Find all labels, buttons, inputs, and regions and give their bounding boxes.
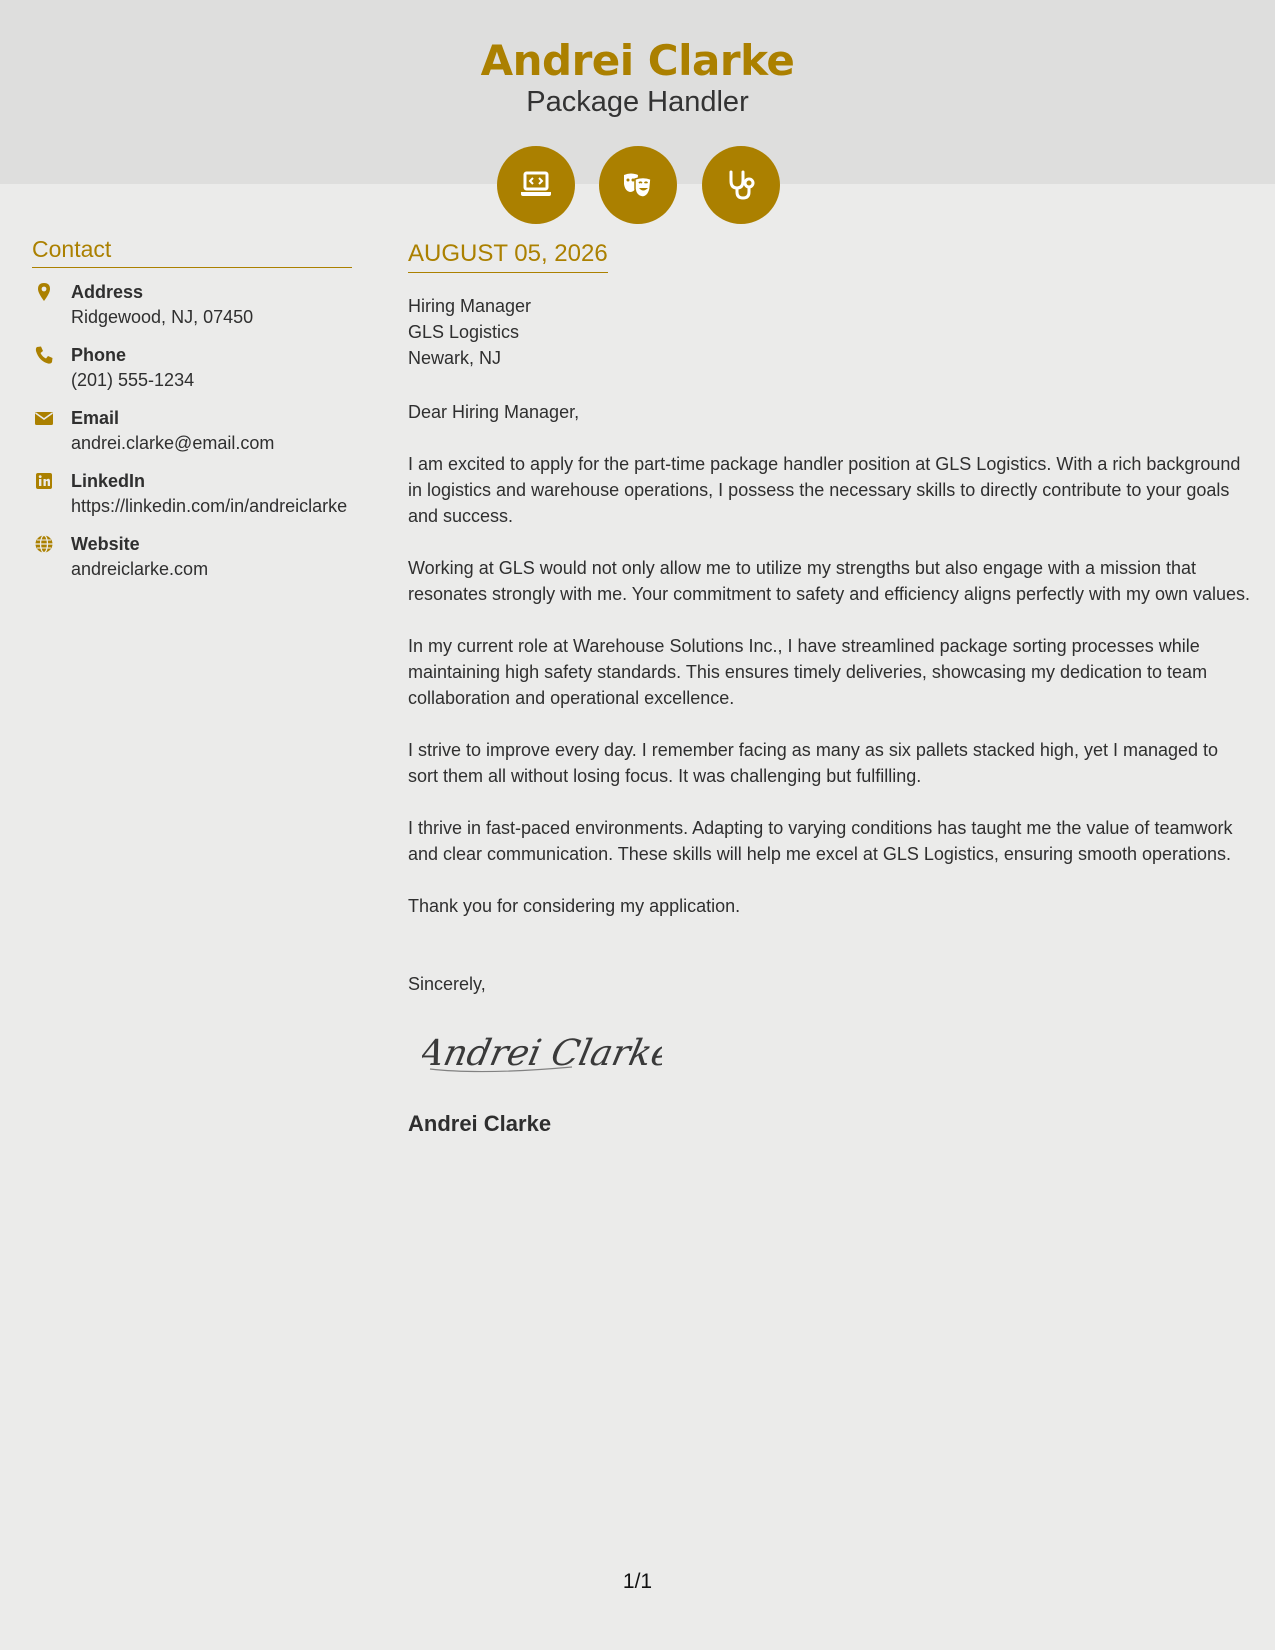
email-value: andrei.clarke@email.com	[71, 433, 275, 453]
paragraph: I am excited to apply for the part-time package handler position at GLS Logistics. With a rich background in logistics and warehouse operations, I possess the necessary skills to directly contribute to your goals and success.	[408, 454, 1241, 526]
letter-body	[408, 240, 1253, 1137]
sidebar	[32, 236, 352, 595]
interest-icons	[0, 146, 1275, 224]
phone-icon	[34, 345, 54, 365]
paragraph: In my current role at Warehouse Solutions Inc., I have streamlined package sorting processes while maintaining high safety standards. This ensures timely deliveries, showcasing my dedication to team collaboration and operational excellence.	[408, 636, 1208, 708]
signer-name: Andrei Clarke	[408, 1111, 552, 1136]
linkedin-icon	[34, 471, 54, 491]
envelope-icon	[34, 408, 54, 428]
recipient-line: GLS Logistics	[408, 322, 520, 342]
stethoscope-icon	[702, 146, 780, 224]
email-label: Email	[71, 408, 120, 428]
laptop-code-icon	[497, 146, 575, 224]
phone-value: (201) 555-1234	[71, 370, 195, 390]
contact-website	[32, 532, 352, 582]
map-pin-icon	[34, 282, 54, 302]
recipient-line: Newark, NJ	[408, 348, 502, 368]
svg-text:Andrei Clarke: Andrei Clarke	[422, 1031, 662, 1074]
letter-date: AUGUST 05, 2026	[408, 240, 608, 273]
website-value[interactable]: andreiclarke.com	[71, 559, 209, 579]
paragraph: I strive to improve every day. I remember facing as many as six pallets stacked high, yet I managed to sort them all without losing focus. It was challenging but fulfilling.	[408, 740, 1219, 786]
address-value: Ridgewood, NJ, 07450	[71, 307, 254, 327]
paragraph: I thrive in fast-paced environments. Adapting to varying conditions has taught me the value of teamwork and clear communication. These skills will help me excel at GLS Logistics, ensuring smooth operations.	[408, 818, 1233, 864]
linkedin-value[interactable]: https://linkedin.com/in/andreiclarke	[71, 496, 348, 516]
contact-heading: Contact	[32, 236, 352, 268]
paragraph: Thank you for considering my application.	[408, 896, 741, 916]
theater-masks-icon	[599, 146, 677, 224]
contact-linkedin	[32, 469, 352, 519]
contact-phone	[32, 343, 352, 393]
recipient-line: Hiring Manager	[408, 296, 532, 316]
recipient-block	[408, 293, 1253, 371]
address-label: Address	[71, 282, 144, 302]
phone-label: Phone	[71, 345, 127, 365]
greeting: Dear Hiring Manager,	[408, 402, 580, 422]
contact-list	[32, 280, 352, 582]
website-label: Website	[71, 534, 140, 554]
globe-icon	[34, 534, 54, 554]
paragraph: Working at GLS would not only allow me to utilize my strengths but also engage with a mission that resonates strongly with me. Your commitment to safety and efficiency aligns perfectly with my own values.	[408, 558, 1251, 604]
contact-email	[32, 406, 352, 456]
contact-address	[32, 280, 352, 330]
job-title: Package Handler	[526, 86, 749, 118]
closing: Sincerely,	[408, 974, 486, 994]
handwritten-signature	[422, 1017, 1253, 1089]
linkedin-label: LinkedIn	[71, 471, 146, 491]
page-number: 1/1	[622, 1570, 653, 1593]
applicant-name: Andrei Clarke	[480, 36, 795, 85]
